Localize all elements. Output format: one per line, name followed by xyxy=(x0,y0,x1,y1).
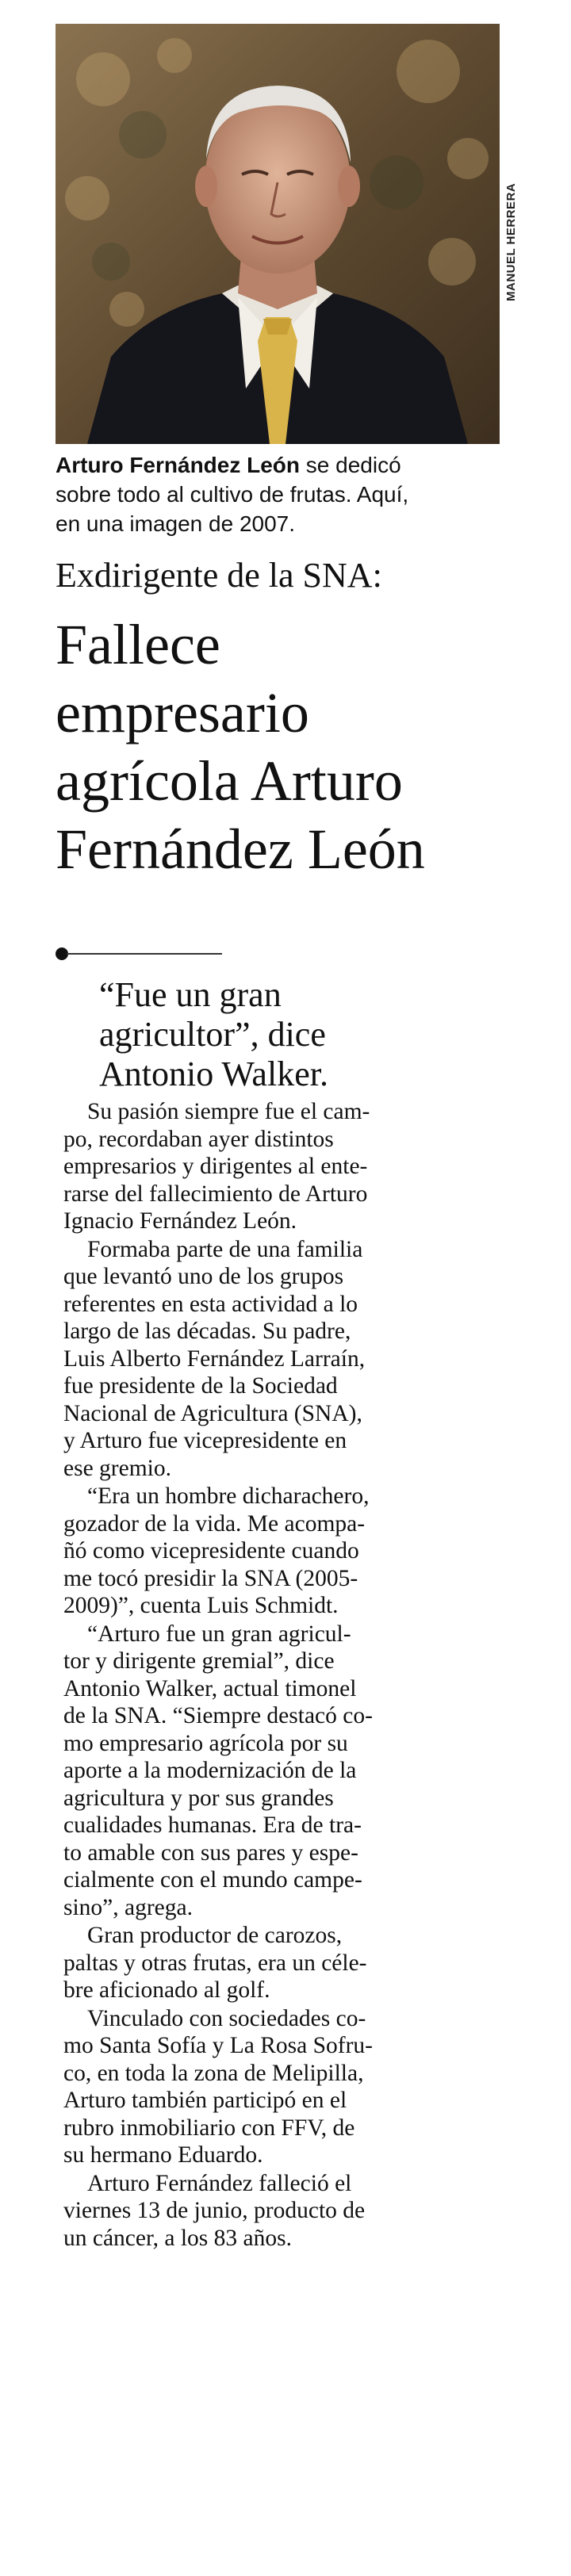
article-body xyxy=(63,1098,508,2253)
body-paragraph xyxy=(63,1098,508,1235)
caption-text-line3: en una imagen de 2007. xyxy=(56,511,296,536)
body-line: aporte a la modernización de la xyxy=(63,1758,357,1783)
body-line: que levantó uno de los grupos xyxy=(63,1264,344,1289)
portrait-illustration xyxy=(56,24,500,444)
body-line: un cáncer, a los 83 años. xyxy=(63,2225,292,2251)
headline-line: Fallece xyxy=(56,613,220,676)
body-line: po, recordaban ayer distintos xyxy=(63,1126,334,1152)
body-line: cualidades humanas. Era de tra- xyxy=(63,1812,362,1838)
headline-line: agrícola Arturo xyxy=(56,749,403,813)
body-line: bre aficionado al golf. xyxy=(63,1977,270,2003)
body-line: co, en toda la zona de Melipilla, xyxy=(63,2060,364,2086)
body-line: Arturo también participó en el xyxy=(63,2088,347,2113)
body-line: ese gremio. xyxy=(63,1455,171,1481)
body-paragraph xyxy=(63,2170,508,2253)
body-line: me tocó presidir la SNA (2005- xyxy=(63,1565,358,1591)
portrait-photo xyxy=(56,24,500,444)
body-line: mo empresario agrícola por su xyxy=(63,1730,348,1756)
body-line: mo Santa Sofía y La Rosa Sofru- xyxy=(63,2033,373,2058)
pull-quote-line: Antonio Walker. xyxy=(99,1055,328,1093)
body-line: Vinculado con sociedades co- xyxy=(87,2005,366,2031)
body-line: “Arturo fue un gran agricul- xyxy=(87,1621,351,1647)
photo-caption xyxy=(56,450,508,538)
body-line: Antonio Walker, actual timonel xyxy=(63,1675,357,1701)
body-line: Nacional de Agricultura (SNA), xyxy=(63,1400,362,1426)
headline xyxy=(56,611,539,883)
body-line: fue presidente de la Sociedad xyxy=(63,1373,338,1399)
caption-text-line2: sobre todo al cultivo de frutas. Aquí, xyxy=(56,482,409,507)
body-line: y Arturo fue vicepresidente en xyxy=(63,1428,347,1453)
body-line: Ignacio Fernández León. xyxy=(63,1208,297,1234)
caption-text-line1: se dedicó xyxy=(300,453,401,477)
body-line: largo de las décadas. Su padre, xyxy=(63,1319,351,1344)
body-paragraph xyxy=(63,1236,508,1483)
body-line: gozador de la vida. Me acompa- xyxy=(63,1510,366,1537)
body-line: sino”, agrega. xyxy=(63,1894,193,1920)
body-line: “Era un hombre dicharachero, xyxy=(87,1483,370,1509)
pull-quote-line: “Fue un gran xyxy=(99,975,282,1014)
body-line: Formaba parte de una familia xyxy=(87,1236,363,1262)
photo-credit: MANUEL HERRERA xyxy=(504,182,518,301)
headline-line: Fernández León xyxy=(56,817,425,881)
body-line: empresarios y dirigentes al ente- xyxy=(63,1154,368,1179)
body-line: to amable con sus pares y espe- xyxy=(63,1839,358,1866)
body-line: cialmente con el mundo campe- xyxy=(63,1867,362,1893)
caption-name: Arturo Fernández León xyxy=(56,453,301,477)
body-line: referentes en esta actividad a lo xyxy=(63,1291,358,1317)
body-line: Gran productor de carozos, xyxy=(87,1923,343,1948)
body-line: rarse del fallecimiento de Arturo xyxy=(63,1181,368,1207)
headline-line: empresario xyxy=(56,681,309,744)
body-line: su hermano Eduardo. xyxy=(63,2142,263,2168)
divider-line xyxy=(67,953,222,955)
pull-quote-line: agricultor”, dice xyxy=(99,1015,326,1054)
body-paragraph xyxy=(63,1483,508,1620)
body-line: 2009)”, cuenta Luis Schmidt. xyxy=(63,1593,339,1618)
pull-quote xyxy=(99,975,512,1094)
body-line: ñó como vicepresidente cuando xyxy=(63,1538,359,1564)
body-line: de la SNA. “Siempre destacó co- xyxy=(63,1703,373,1728)
body-line: viernes 13 de junio, producto de xyxy=(63,2198,366,2223)
body-line: agricultura y por sus grandes xyxy=(63,1785,334,1811)
body-line: Luis Alberto Fernández Larraín, xyxy=(63,1345,366,1372)
body-paragraph xyxy=(63,1621,508,1922)
body-paragraph xyxy=(63,2005,508,2169)
body-line: Arturo Fernández falleció el xyxy=(87,2170,352,2196)
body-line: rubro inmobiliario con FFV, de xyxy=(63,2115,355,2141)
body-line: paltas y otras frutas, era un céle- xyxy=(63,1950,367,1976)
body-line: Su pasión siempre fue el cam- xyxy=(87,1099,370,1124)
body-paragraph xyxy=(63,1922,508,2004)
kicker: Exdirigente de la SNA: xyxy=(56,556,382,595)
body-line: tor y dirigente gremial”, dice xyxy=(63,1648,335,1674)
